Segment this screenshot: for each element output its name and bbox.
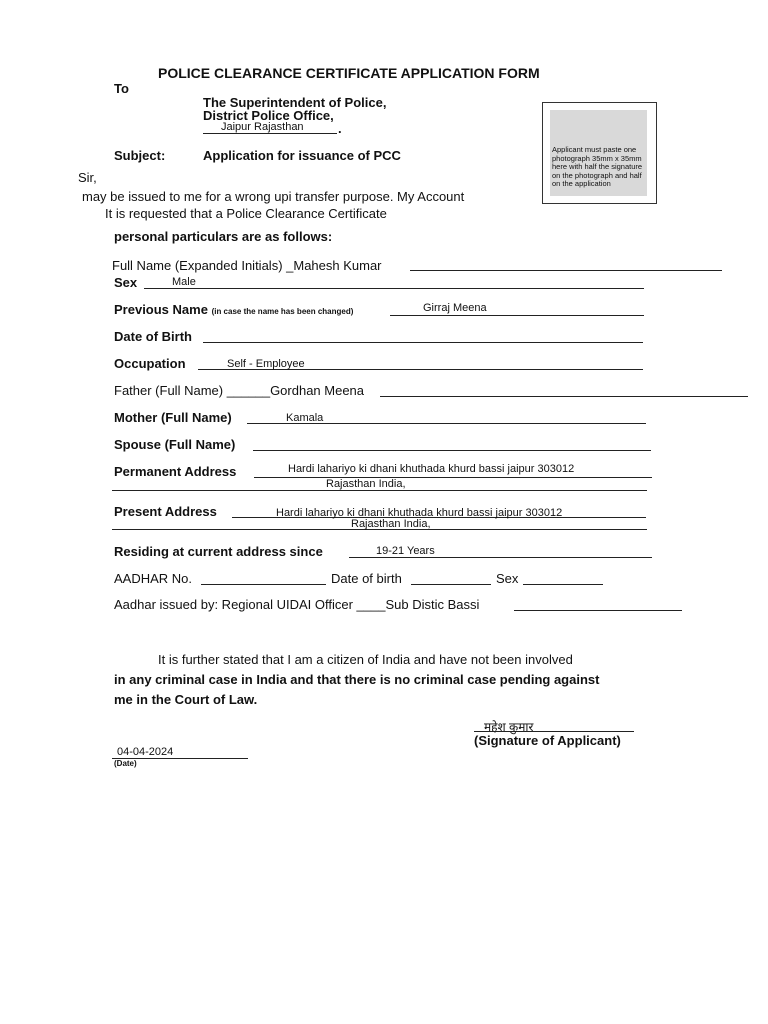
photo-placeholder bbox=[550, 110, 647, 196]
father-field[interactable] bbox=[380, 396, 748, 397]
present-address-line1[interactable]: Hardi lahariyo ki dhani khuthada khurd bassi jaipur 303012 bbox=[276, 507, 563, 519]
subject-text: Application for issuance of PCC bbox=[203, 148, 401, 163]
permanent-address-line1[interactable]: Hardi lahariyo ki dhani khuthada khurd bassi jaipur 303012 bbox=[288, 463, 575, 475]
photo-instruction: Applicant must paste one photograph 35mm x 35mm here with half the signature on the photograph and half on the application bbox=[552, 145, 643, 188]
aadhar-dob-label: Date of birth bbox=[331, 571, 402, 586]
signature-field[interactable]: महेश कुमार bbox=[484, 720, 534, 734]
mother-label: Mother (Full Name) bbox=[114, 410, 232, 425]
present-address-line2[interactable]: Rajasthan India, bbox=[351, 518, 431, 530]
sex-field[interactable]: Male bbox=[172, 276, 196, 288]
father-label: Father (Full Name) ______Gordhan Meena bbox=[114, 383, 365, 398]
aadhar-dob-field[interactable] bbox=[411, 584, 491, 585]
dob-field[interactable] bbox=[203, 342, 643, 343]
signature-label: (Signature of Applicant) bbox=[474, 733, 621, 748]
residing-since-underline bbox=[349, 557, 652, 558]
to-label: To bbox=[114, 81, 129, 96]
addressee-place-field[interactable]: Jaipur Rajasthan bbox=[221, 121, 304, 133]
permanent-address-underline-1 bbox=[254, 477, 652, 478]
aadhar-label: AADHAR No. bbox=[114, 571, 193, 586]
previous-name-label-text: Previous Name bbox=[114, 302, 208, 317]
declaration-line2: in any criminal case in India and that there is no criminal case pending against bbox=[114, 672, 600, 687]
dob-label: Date of Birth bbox=[114, 329, 192, 344]
previous-name-underline bbox=[390, 315, 644, 316]
body-line1: may be issued to me for a wrong upi transfer purpose. My Account bbox=[82, 189, 465, 204]
aadhar-sex-label: Sex bbox=[496, 571, 519, 586]
present-address-label: Present Address bbox=[114, 504, 217, 519]
sex-underline bbox=[144, 288, 644, 289]
body-line2: It is requested that a Police Clearance Certificate bbox=[105, 206, 387, 221]
subject-label: Subject: bbox=[114, 148, 166, 163]
declaration-line3: me in the Court of Law. bbox=[114, 692, 258, 707]
particulars-heading: personal particulars are as follows: bbox=[114, 229, 333, 244]
addressee-period: . bbox=[338, 121, 342, 136]
mother-field[interactable]: Kamala bbox=[286, 412, 324, 424]
aadhar-issued-field[interactable] bbox=[514, 610, 682, 611]
form-title: POLICE CLEARANCE CERTIFICATE APPLICATION FORM bbox=[158, 65, 540, 81]
date-label: (Date) bbox=[114, 759, 137, 768]
addressee-line1: The Superintendent of Police, bbox=[203, 95, 387, 110]
date-field[interactable]: 04-04-2024 bbox=[117, 746, 174, 758]
full-name-field[interactable] bbox=[410, 270, 722, 271]
aadhar-field[interactable] bbox=[201, 584, 326, 585]
residing-since-label: Residing at current address since bbox=[114, 544, 323, 559]
previous-name-note: (in case the name has been changed) bbox=[211, 307, 354, 316]
addressee-place-underline bbox=[203, 133, 337, 134]
occupation-label: Occupation bbox=[114, 356, 186, 371]
spouse-label: Spouse (Full Name) bbox=[114, 437, 236, 452]
permanent-address-underline-2 bbox=[112, 490, 647, 491]
previous-name-label bbox=[114, 302, 353, 317]
permanent-address-label: Permanent Address bbox=[114, 464, 237, 479]
permanent-address-line2[interactable]: Rajasthan India, bbox=[326, 478, 406, 490]
previous-name-field[interactable]: Girraj Meena bbox=[423, 302, 487, 314]
occupation-field[interactable]: Self - Employee bbox=[227, 358, 305, 370]
signature-underline bbox=[474, 731, 634, 732]
aadhar-sex-field[interactable] bbox=[523, 584, 603, 585]
full-name-label: Full Name (Expanded Initials) _Mahesh Kumar bbox=[112, 258, 382, 273]
salutation: Sir, bbox=[78, 170, 97, 185]
aadhar-issued-label: Aadhar issued by: Regional UIDAI Officer ____Sub Distic Bassi bbox=[114, 597, 480, 612]
residing-since-field[interactable]: 19-21 Years bbox=[376, 545, 435, 557]
sex-label: Sex bbox=[114, 275, 138, 290]
addressee-line2: District Police Office, bbox=[203, 108, 334, 123]
spouse-field[interactable] bbox=[253, 450, 651, 451]
photo-box bbox=[542, 102, 657, 204]
declaration-line1: It is further stated that I am a citizen of India and have not been involved bbox=[158, 652, 573, 667]
